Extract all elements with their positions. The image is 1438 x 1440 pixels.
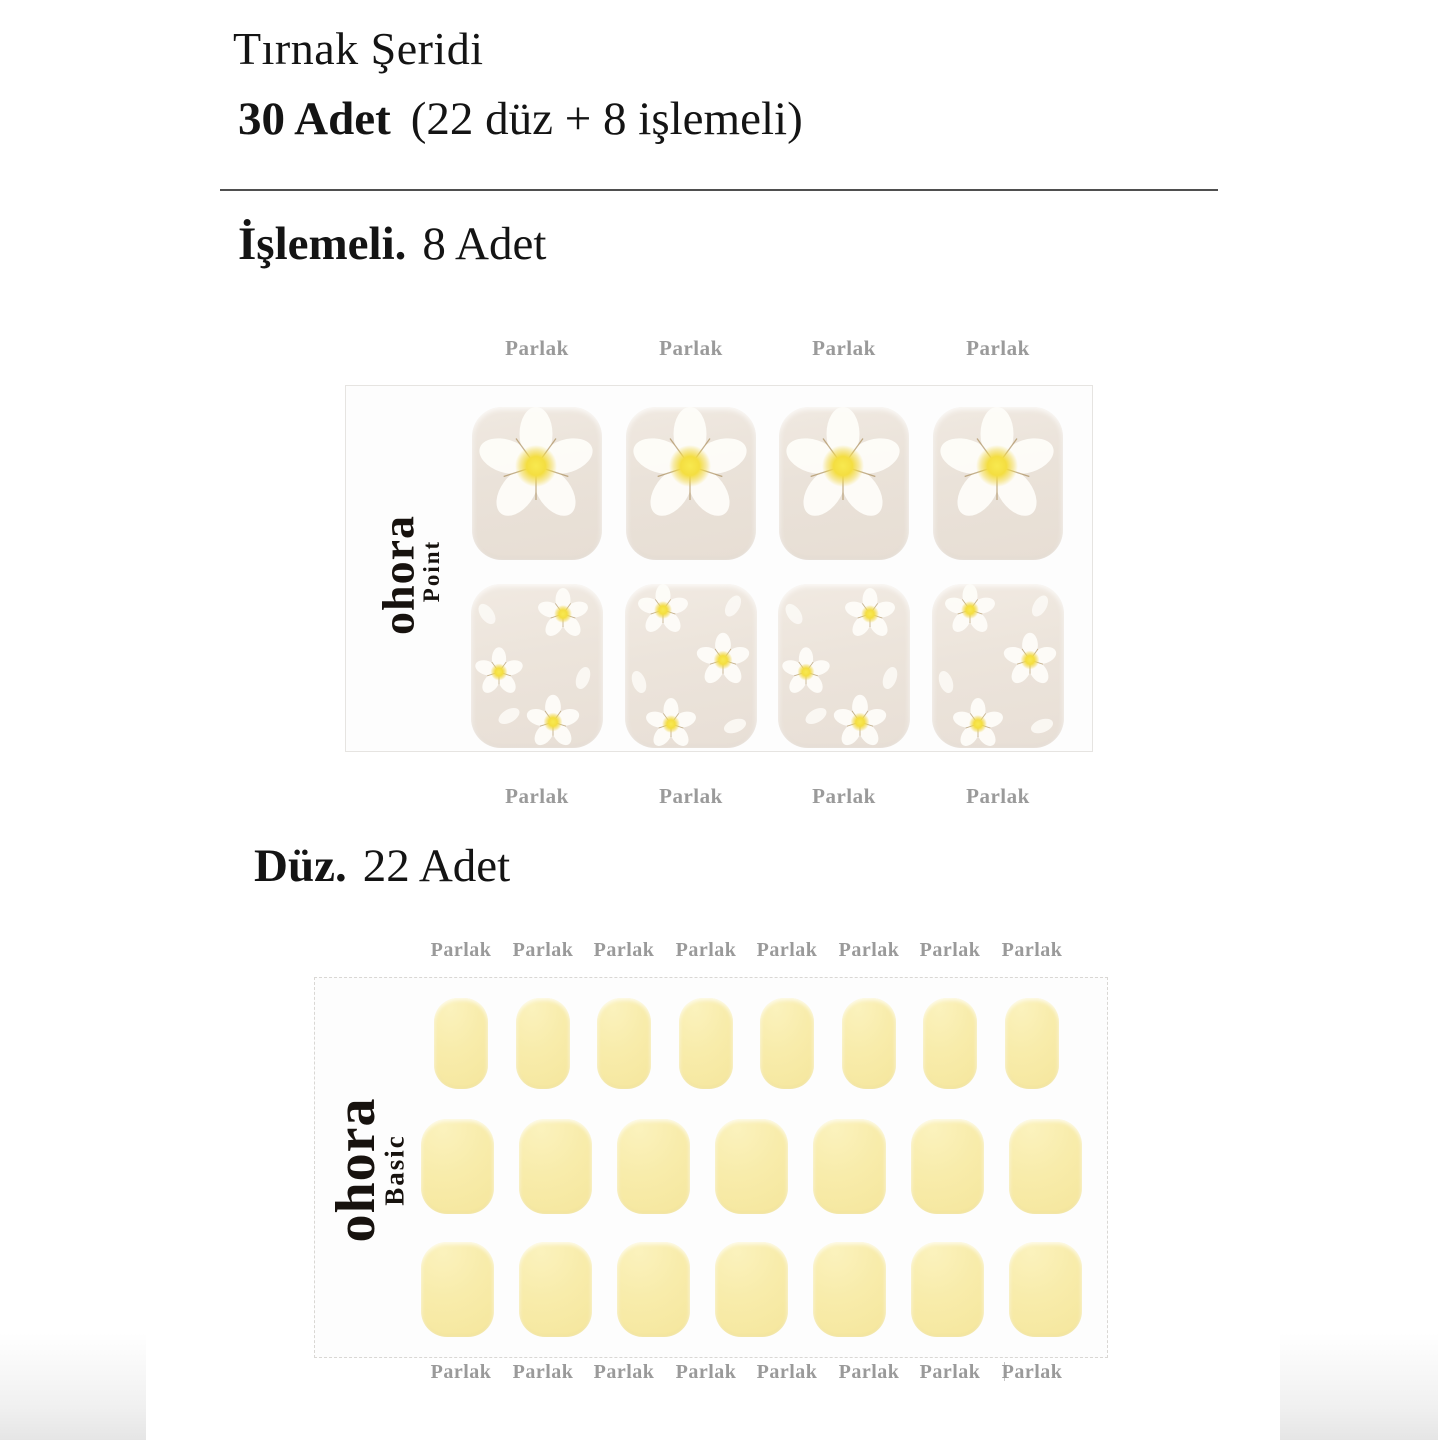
section-duz-heading: [254, 841, 510, 893]
nail-sticker: [421, 1119, 494, 1214]
brand-logo-ohora: ohora: [372, 515, 424, 635]
nail-sticker-flower: [626, 407, 756, 560]
variant-basic: Basic: [379, 1134, 410, 1206]
corner-shadow-left: [0, 1332, 146, 1440]
corner-shadow-right: [1280, 1332, 1438, 1440]
nail-sticker: [617, 1119, 690, 1214]
variant-point: Point: [419, 539, 444, 603]
nail-sticker: [923, 998, 977, 1089]
nail-sticker-flower: [933, 407, 1063, 560]
section-islemeli-heading: [238, 219, 546, 271]
piece-count-line: [238, 94, 803, 146]
nail-sticker-flower: [472, 407, 602, 560]
nail-finish-label: Parlak: [512, 1361, 574, 1383]
nail-sticker: [519, 1242, 592, 1337]
section-islemeli-heading-bold: İşlemeli.: [238, 218, 407, 270]
nail-finish-label: Parlak: [1001, 939, 1063, 961]
nail-finish-label: Parlak: [919, 939, 981, 961]
brand-logo-ohora: ohora: [325, 1097, 387, 1243]
nail-sticker: [842, 998, 896, 1089]
nail-finish-label: Parlak: [966, 784, 1030, 808]
nail-sticker-flower: [625, 584, 757, 748]
nail-finish-label: Parlak: [659, 336, 723, 360]
nail-finish-label: Parlak: [430, 939, 492, 961]
nail-sticker: [1009, 1119, 1082, 1214]
nail-sticker: [813, 1242, 886, 1337]
nail-finish-label: Parlak: [838, 1361, 900, 1383]
nail-finish-label: Parlak: [812, 784, 876, 808]
nail-sticker: [519, 1119, 592, 1214]
nail-finish-label: Parlak: [659, 784, 723, 808]
flower-graphic: [779, 407, 909, 560]
product-title: Tırnak Şeridi: [233, 23, 484, 74]
nail-finish-label: Parlak: [838, 939, 900, 961]
nail-sticker: [715, 1119, 788, 1214]
nail-sticker: [1005, 998, 1059, 1089]
nail-sticker: [911, 1242, 984, 1337]
nail-finish-label: Parlak: [966, 336, 1030, 360]
nail-sticker: [516, 998, 570, 1089]
nail-finish-label: Parlak: [593, 939, 655, 961]
flower-graphic: [778, 584, 910, 748]
nail-finish-label: Parlak: [675, 1361, 737, 1383]
nail-sticker: [715, 1242, 788, 1337]
nail-finish-label: Parlak: [812, 336, 876, 360]
nail-finish-label: Parlak: [593, 1361, 655, 1383]
nail-sticker-flower: [471, 584, 603, 748]
flower-graphic: [472, 407, 602, 560]
flower-graphic: [471, 584, 603, 748]
section-duz-heading-bold: Düz.: [254, 840, 347, 892]
nail-sticker-flower: [932, 584, 1064, 748]
nail-sticker: [421, 1242, 494, 1337]
nail-finish-label: Parlak: [505, 784, 569, 808]
nail-finish-label: Parlak: [756, 1361, 818, 1383]
header-divider: [220, 189, 1218, 191]
nail-sticker: [434, 998, 488, 1089]
nail-finish-label: Parlak: [505, 336, 569, 360]
nail-finish-label: Parlak: [430, 1361, 492, 1383]
flower-graphic: [932, 584, 1064, 748]
section-islemeli-heading-rest: 8 Adet: [422, 218, 547, 270]
nail-sticker-flower: [778, 584, 910, 748]
flower-graphic: [625, 584, 757, 748]
nail-finish-label: Parlak: [1001, 1361, 1063, 1383]
nail-finish-label: Parlak: [919, 1361, 981, 1383]
piece-count: 30 Adet: [238, 93, 391, 145]
nail-sticker-flower: [779, 407, 909, 560]
flower-graphic: [626, 407, 756, 560]
nail-finish-label: Parlak: [756, 939, 818, 961]
nail-finish-label: Parlak: [675, 939, 737, 961]
nail-sticker: [813, 1119, 886, 1214]
nail-sticker: [597, 998, 651, 1089]
nail-finish-label: Parlak: [512, 939, 574, 961]
nail-sticker: [911, 1119, 984, 1214]
flower-graphic: [933, 407, 1063, 560]
nail-sticker: [1009, 1242, 1082, 1337]
piece-count-detail: (22 düz + 8 işlemeli): [410, 93, 803, 145]
section-duz-heading-rest: 22 Adet: [362, 840, 511, 892]
nail-sticker: [679, 998, 733, 1089]
nail-sticker: [760, 998, 814, 1089]
nail-sticker: [617, 1242, 690, 1337]
